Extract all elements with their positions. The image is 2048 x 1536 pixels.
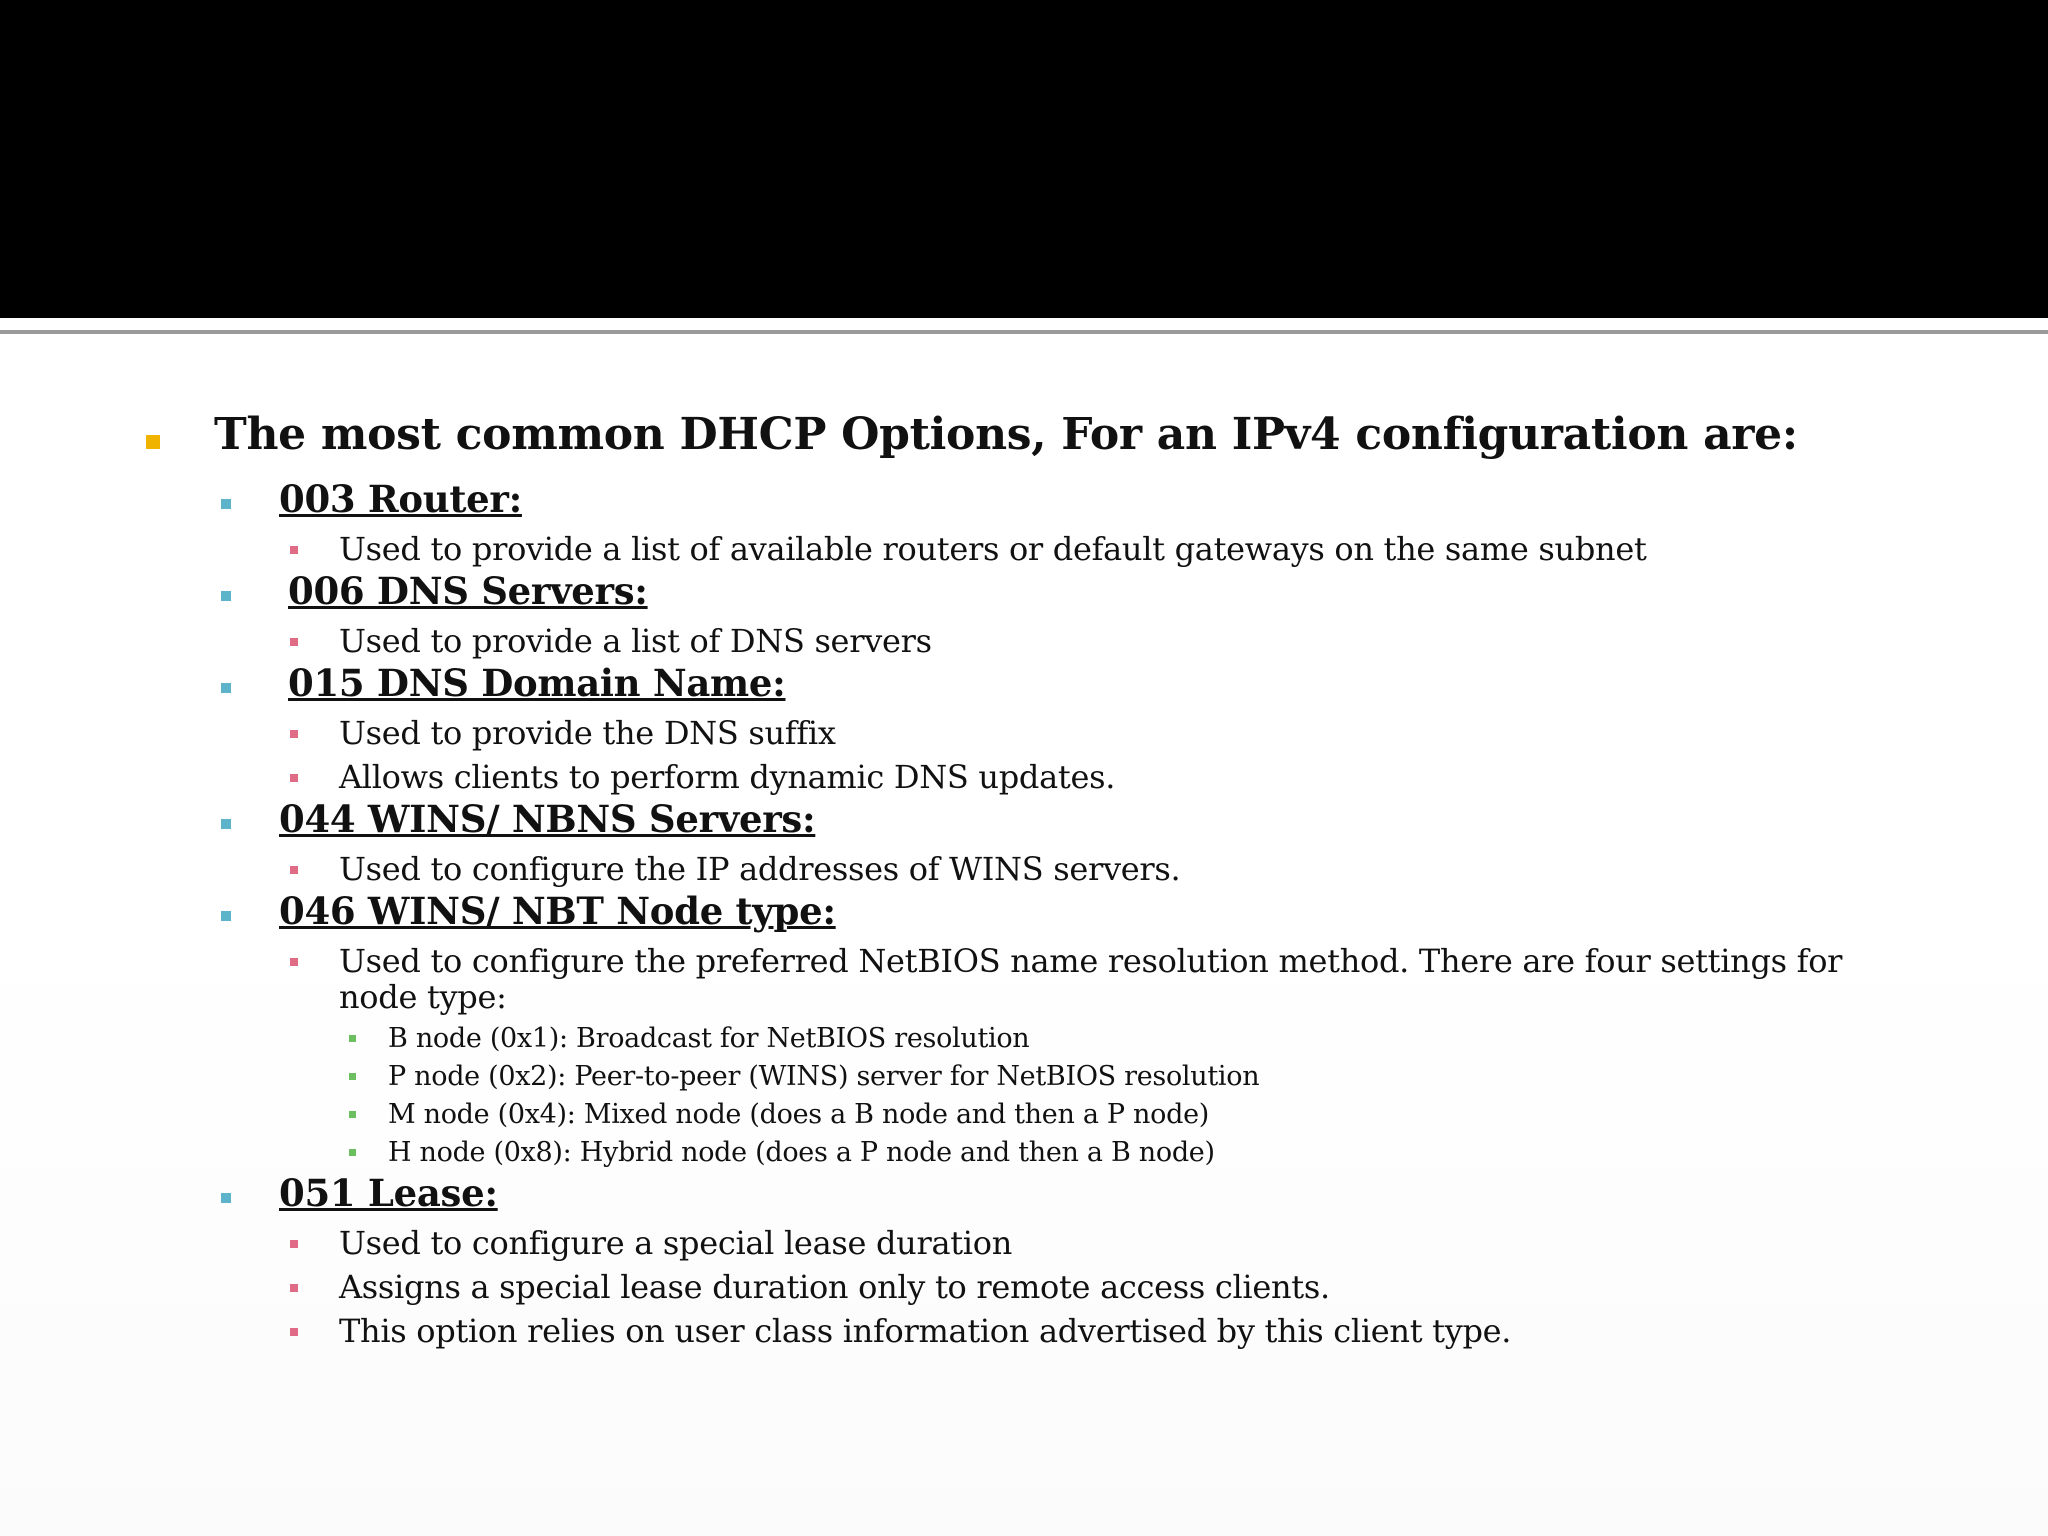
square-bullet-icon [349,1149,356,1156]
option-item [0,797,2048,845]
option-detail [0,709,2048,753]
node-type-text: B node (0x1): Broadcast for NetBIOS resolution [388,1023,1030,1054]
option-detail [0,617,2048,661]
node-type-text: P node (0x2): Peer-to-peer (WINS) server for NetBIOS resolution [388,1061,1260,1092]
square-bullet-icon [221,683,231,693]
option-detail-text: Used to provide a list of available routers or default gateways on the same subnet [339,530,1647,568]
node-type-item [0,1057,2048,1095]
slide-content [0,395,2048,1351]
square-bullet-icon [290,1240,298,1248]
option-label: 046 WINS/ NBT Node type: [279,889,836,933]
option-item [0,661,2048,709]
node-type-item [0,1019,2048,1057]
option-detail [0,1219,2048,1263]
option-detail [0,753,2048,797]
node-type-item [0,1133,2048,1171]
title-divider [0,330,2048,334]
square-bullet-icon [290,546,298,554]
option-item [0,1171,2048,1219]
option-label: 051 Lease: [279,1171,498,1215]
square-bullet-icon [290,774,298,782]
square-bullet-icon [349,1035,356,1042]
square-bullet-icon [146,435,160,449]
square-bullet-icon [349,1111,356,1118]
square-bullet-icon [221,1193,231,1203]
option-detail-text: This option relies on user class information advertised by this client type. [339,1312,1512,1350]
title-band [0,0,2048,318]
option-label: 044 WINS/ NBNS Servers: [279,797,816,841]
option-item [0,477,2048,525]
option-detail [0,525,2048,569]
option-label: 003 Router: [279,477,522,521]
option-detail-text: Assigns a special lease duration only to remote access clients. [339,1268,1330,1306]
heading-bullet [0,395,2048,477]
slide-heading: The most common DHCP Options, For an IPv4 configuration are: [214,409,1798,460]
option-detail [0,845,2048,889]
option-label: 006 DNS Servers: [288,569,648,613]
option-detail-text: Used to configure the preferred NetBIOS name resolution method. There are four settings for node type: [339,942,1843,1016]
option-detail [0,937,2048,1015]
option-item [0,889,2048,937]
option-detail-text: Allows clients to perform dynamic DNS updates. [339,758,1116,796]
square-bullet-icon [290,1328,298,1336]
square-bullet-icon [221,591,231,601]
square-bullet-icon [290,958,298,966]
option-label: 015 DNS Domain Name: [288,661,786,705]
option-item [0,569,2048,617]
option-detail-text: Used to provide a list of DNS servers [339,622,932,660]
node-type-item [0,1095,2048,1133]
option-detail-text: Used to provide the DNS suffix [339,714,836,752]
option-detail-text: Used to configure the IP addresses of WINS servers. [339,850,1181,888]
option-detail [0,1307,2048,1351]
square-bullet-icon [221,911,231,921]
square-bullet-icon [290,638,298,646]
node-type-text: H node (0x8): Hybrid node (does a P node and then a B node) [388,1137,1215,1168]
square-bullet-icon [290,1284,298,1292]
square-bullet-icon [290,866,298,874]
square-bullet-icon [349,1073,356,1080]
option-detail-text: Used to configure a special lease duration [339,1224,1013,1262]
square-bullet-icon [290,730,298,738]
option-detail [0,1263,2048,1307]
square-bullet-icon [221,499,231,509]
node-type-text: M node (0x4): Mixed node (does a B node and then a P node) [388,1099,1209,1130]
square-bullet-icon [221,819,231,829]
